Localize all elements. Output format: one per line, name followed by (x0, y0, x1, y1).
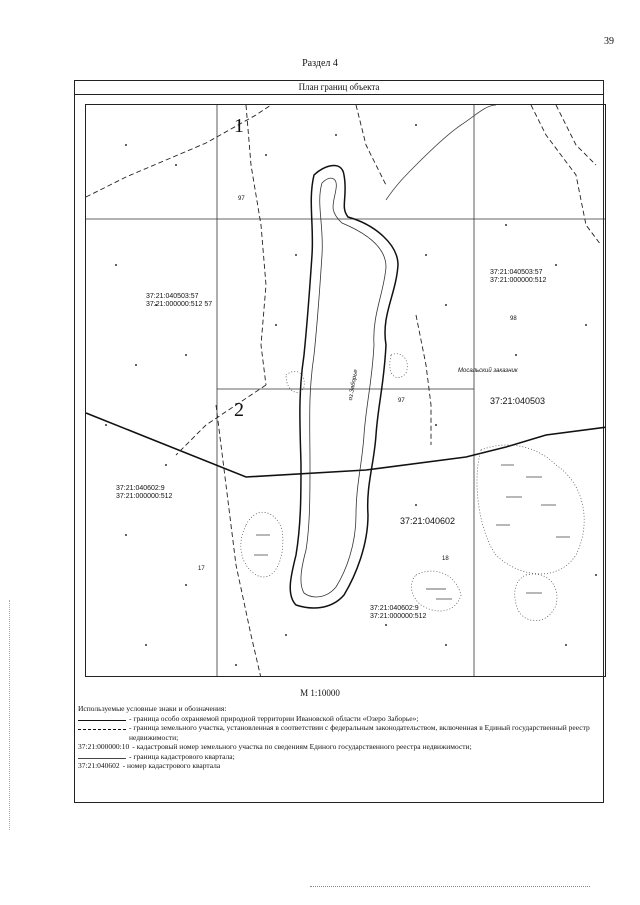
vegetation-patches (241, 354, 584, 621)
small-number: 97 (238, 196, 245, 202)
thick-boundary-line (86, 413, 606, 477)
solid-line-symbol (78, 715, 126, 721)
parcel-cadastral-number: 37:21:040503:57 (490, 269, 543, 276)
small-number: 98 (510, 316, 517, 322)
legend-item (78, 752, 602, 762)
legend-title: Используемые условные знаки и обозначения: (78, 704, 227, 713)
parcel-label (116, 485, 172, 501)
legend (78, 704, 602, 771)
parcel-label (146, 293, 212, 309)
small-number: 18 (442, 556, 449, 562)
legend-text: - кадастровый номер земельного участка по сведениям Единого государственного реестра недвижимости; (132, 742, 472, 751)
map-scale: М 1:10000 (300, 688, 340, 698)
legend-item (78, 714, 602, 724)
legend-code: 37:21:000000:10 (78, 742, 130, 751)
protected-area-boundary (290, 166, 398, 608)
map-graphic (86, 105, 606, 677)
plan-title: План границ объекта (75, 81, 603, 95)
boundary-map (85, 104, 606, 677)
lake-shoreline (301, 178, 386, 597)
quarter-label: 37:21:040503 (490, 396, 546, 406)
parcel-label (490, 269, 546, 285)
legend-code: 37:21:040602 (78, 761, 120, 770)
parcel-cadastral-number: 37:21:000000:512 57 (146, 301, 213, 308)
legend-text: - номер кадастрового квартала (122, 761, 221, 770)
scan-artifact (310, 884, 590, 887)
parcel-cadastral-number: 37:21:000000:512 (116, 493, 173, 500)
parcel-label (370, 605, 426, 621)
quarter-label: 37:21:040602 (400, 516, 456, 526)
lake-label: оз.Заборье (347, 369, 360, 401)
legend-item (78, 723, 602, 742)
legend-text: - граница земельного участка, установленная в соответствии с федеральным законодательством, включенная в Единый государственный реестр недвижимости; (129, 723, 590, 742)
legend-text: - граница кадастрового квартала; (129, 751, 235, 761)
small-number: 17 (198, 566, 205, 572)
parcel-boundaries (86, 105, 601, 677)
scan-artifact (9, 600, 11, 830)
parcel-cadastral-number: 37:21:000000:512 (370, 613, 427, 620)
parcel-cadastral-number: 37:21:040503:57 (146, 293, 199, 300)
dashed-line-symbol (78, 724, 126, 730)
thin-line-symbol (78, 753, 126, 759)
parcel-cadastral-number: 37:21:040602:9 (116, 485, 165, 492)
region-number-1: 1 (234, 115, 244, 137)
parcel-cadastral-number: 37:21:000000:512 (490, 277, 547, 284)
region-number-2: 2 (234, 399, 244, 421)
stream (386, 105, 496, 200)
page-number: 39 (604, 36, 614, 47)
place-label: Мосальский заказник (458, 368, 518, 374)
section-title: Раздел 4 (302, 58, 338, 69)
legend-item (78, 742, 602, 752)
legend-item (78, 761, 602, 771)
legend-text: - граница особо охраняемой природной территории Ивановской области «Озеро Заборье»; (129, 713, 419, 723)
parcel-cadastral-number: 37:21:040602:9 (370, 605, 419, 612)
small-number: 97 (398, 398, 405, 404)
